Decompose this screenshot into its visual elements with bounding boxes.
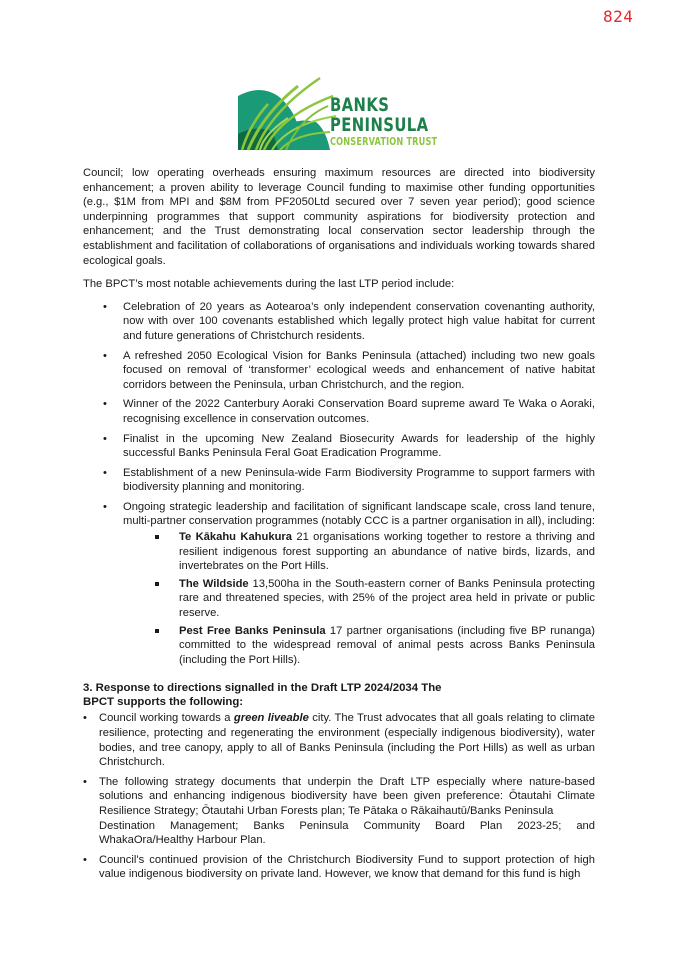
bullet-icon: • bbox=[103, 349, 107, 362]
supports-list bbox=[83, 711, 595, 882]
programme-item: Te Kākahu Kahukura 21 organisations working together to restore a thriving and resilient indigenous forest supporting an abundance of native birds, lizards, and invertebrates on the Port Hills. bbox=[123, 530, 595, 574]
programme-name: The Wildside bbox=[179, 577, 249, 590]
achievement-item: • Establishment of a new Peninsula-wide Farm Biodiversity Programme to support farmers with biodiversity planning and monitoring. bbox=[103, 466, 595, 494]
bullet-icon: • bbox=[83, 775, 87, 788]
logo-wordmark bbox=[330, 96, 468, 148]
document-body bbox=[83, 166, 595, 887]
bullet-icon: • bbox=[103, 300, 107, 313]
programme-name: Pest Free Banks Peninsula bbox=[179, 624, 326, 637]
programme-name: Te Kākahu Kahukura bbox=[179, 531, 292, 544]
logo-line-conservation-trust: CONSERVATION TRUST bbox=[330, 136, 438, 148]
page-number: 824 bbox=[603, 7, 634, 26]
achievement-item: • Ongoing strategic leadership and facilitation of significant landscape scale, cross land tenure, multi-partner conservation programmes (notably CCC is a partner organisation in all), including: Te Kākahu Kahukura 21 organisations working together to restore a thriving and resilient indigenous forest supporting an abundance of native birds, lizards, and invertebrates on the Port Hills. The Wildside 13,500ha in the South-eastern corner of Banks Peninsula protecting rare and threatened species, with 25% of the project area held in private or public reserve. Pest Free Banks Peninsula 17 partner organisations (including five BP runanga) committed to the widespread removal of animal pests across Banks Peninsula (including the Port Hills). bbox=[103, 500, 595, 666]
programme-item: The Wildside 13,500ha in the South-eastern corner of Banks Peninsula protecting rare and threatened species, with 25% of the project area held in private or public reserve. bbox=[123, 577, 595, 621]
bullet-icon: • bbox=[83, 853, 87, 866]
bullet-icon: • bbox=[103, 500, 107, 513]
logo-line-banks: BANKS bbox=[330, 94, 390, 116]
support-item: • Council working towards a green liveable city. The Trust advocates that all goals relating to climate resilience, protecting and regenerating the environment (especially indigenous biodiversity), water bodies, and tree canopy, apply to all of Banks Peninsula (including the Port Hills) as well as urban Christchurch. bbox=[83, 712, 596, 769]
logo-line-peninsula: PENINSULA bbox=[330, 114, 429, 136]
achievement-item: • A refreshed 2050 Ecological Vision for Banks Peninsula (attached) including two new goals focused on removal of ‘transformer’ ecological weeds and enhancement of native habitat corridors between the Peninsula, urban Christchurch, and the region. bbox=[103, 349, 595, 391]
achievement-item: • Finalist in the upcoming New Zealand Biosecurity Awards for leadership of the highly successful Banks Peninsula Feral Goat Eradication Programme. bbox=[103, 432, 595, 460]
intro-paragraph: Council; low operating overheads ensuring maximum resources are directed into biodiversity enhancement; a proven ability to leverage Council funding to maximise other funding opportunities (e.g., $1M from MPI and $8M from PF2050Ltd secured over 7 seven year period); good science underpinning programmes that support community aspirations for biodiversity protection and enhancement; and the Trust demonstrating local conservation sector leadership through the establishment and facilitation of collaborations of organisations and individuals working towards shared ecological goals. bbox=[83, 167, 595, 267]
achievements-lead: The BPCT’s most notable achievements during the last LTP period include: bbox=[83, 278, 455, 291]
programme-item: Pest Free Banks Peninsula 17 partner organisations (including five BP runanga) committed to the widespread removal of animal pests across Banks Peninsula (including the Port Hills). bbox=[123, 624, 595, 668]
bullet-icon: • bbox=[103, 432, 107, 445]
section-3-heading: 3. Response to directions signalled in the Draft LTP 2024/2034 The BPCT supports the following: bbox=[83, 682, 442, 709]
square-bullet-icon bbox=[155, 582, 159, 586]
achievement-item: • Celebration of 20 years as Aotearoa’s only independent conservation covenanting authority, now with over 100 covenants established which legally protect high value habitat for current and future generations of Christchurch residents. bbox=[103, 300, 595, 342]
achievement-item: • Winner of the 2022 Canterbury Aoraki Conservation Board supreme award Te Waka o Aoraki, recognising excellence in conservation outcomes. bbox=[103, 398, 595, 425]
bullet-icon: • bbox=[83, 712, 87, 725]
grass-hills-logo-icon bbox=[238, 74, 338, 152]
square-bullet-icon bbox=[155, 535, 159, 539]
support-item: • Council’s continued provision of the Christchurch Biodiversity Fund to support protection of high value indigenous biodiversity on private land. However, we know that demand for this fund is high bbox=[83, 853, 595, 881]
emphasis-green-liveable: green liveable bbox=[233, 712, 309, 725]
programmes-list bbox=[123, 530, 595, 667]
square-bullet-icon bbox=[155, 629, 159, 633]
bullet-icon: • bbox=[103, 466, 107, 479]
achievements-list bbox=[83, 300, 595, 668]
support-item: • The following strategy documents that underpin the Draft LTP especially where nature-based solutions and enhancing indigenous biodiversity have been given preference: Ōtautahi Climate Resilience Strategy; Ōtautahi Urban Forests plan; Te Pātaka o Rākaihautū/Banks Peninsula Destination Management; Banks Peninsula Community Board Plan 2023-25; and WhakaOra/Healthy Harbour Plan. bbox=[83, 775, 595, 847]
bullet-icon: • bbox=[103, 398, 107, 411]
